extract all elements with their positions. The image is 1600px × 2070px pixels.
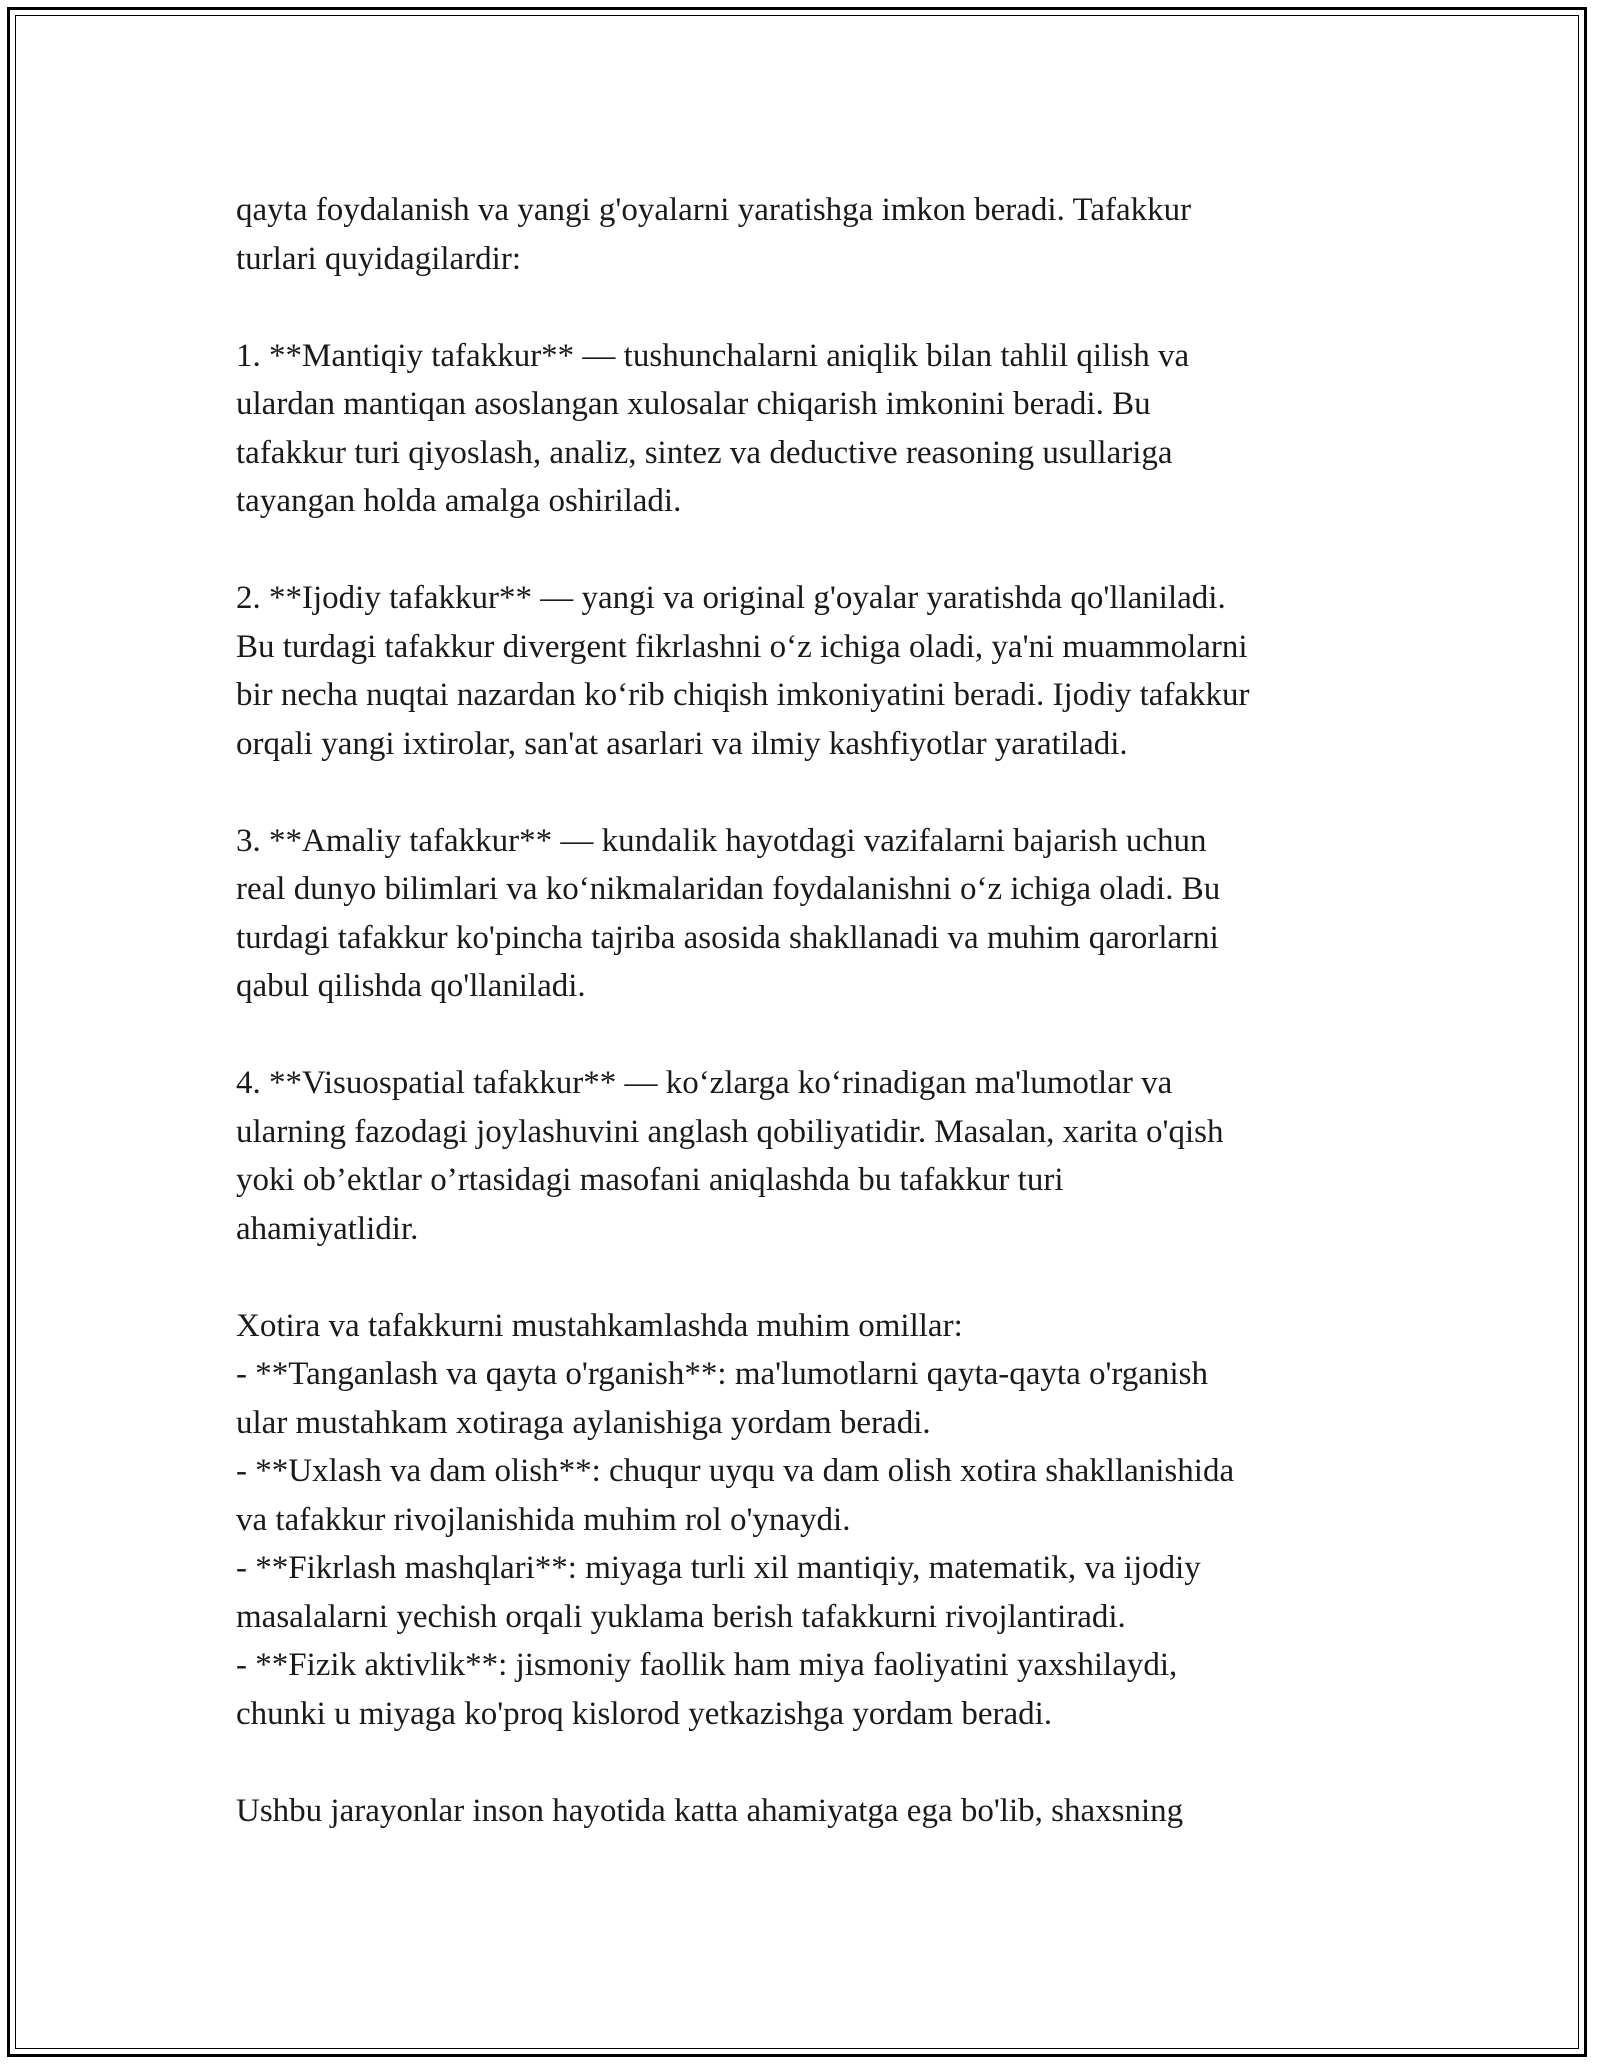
text-line: bir necha nuqtai nazardan ko‘rib chiqish imkoniyatini beradi. Ijodiy tafakkur — [236, 677, 1250, 713]
item-3-amaliy-tafakkur — [236, 817, 1386, 1011]
text-line: 4. **Visuospatial tafakkur** — ko‘zlarga ko‘rinadigan ma'lumotlar va — [236, 1065, 1173, 1101]
text-line: - **Tanganlash va qayta o'rganish**: ma'lumotlarni qayta-qayta o'rganish — [236, 1356, 1208, 1392]
document-body — [236, 186, 1386, 1835]
text-line: va tafakkur rivojlanishida muhim rol o'ynaydi. — [236, 1501, 851, 1538]
text-line: real dunyo bilimlari va ko‘nikmalaridan foydalanishni o‘z ichiga oladi. Bu — [236, 871, 1221, 907]
text-line: chunki u miyaga ko'proq kislorod yetkazishga yordam beradi. — [236, 1695, 1053, 1732]
text-line: 1. **Mantiqiy tafakkur** — tushunchalarni aniqlik bilan tahlil qilish va — [236, 337, 1190, 374]
text-line: ular mustahkam xotiraga aylanishiga yordam beradi. — [236, 1404, 931, 1441]
text-line: yoki ob’ektlar o’rtasidagi masofani aniqlashda bu tafakkur turi — [236, 1162, 1064, 1198]
text-line: 3. **Amaliy tafakkur** — kundalik hayotdagi vazifalarni bajarish uchun — [236, 822, 1207, 859]
item-1-mantiqiy-tafakkur — [236, 332, 1386, 526]
text-line: - **Fizik aktivlik**: jismoniy faollik ham miya faoliyatini yaxshilaydi, — [236, 1647, 1178, 1683]
text-line: ahamiyatlidir. — [236, 1210, 419, 1247]
item-4-visuospatial-tafakkur — [236, 1059, 1386, 1253]
text-line: turlari quyidagilardir: — [236, 240, 521, 277]
section-heading: Xotira va tafakkurni mustahkamlashda muhim omillar: — [236, 1307, 963, 1344]
closing-paragraph — [236, 1787, 1386, 1836]
text-line: orqali yangi ixtirolar, san'at asarlari va ilmiy kashfiyotlar yaratiladi. — [236, 725, 1128, 762]
text-line: Bu turdagi tafakkur divergent fikrlashni o‘z ichiga oladi, ya'ni muammolarni — [236, 628, 1248, 665]
text-line: - **Fikrlash mashqlari**: miyaga turli xil mantiqiy, matematik, va ijodiy — [236, 1550, 1201, 1586]
text-line: qayta foydalanish va yangi g'oyalarni yaratishga imkon beradi. Tafakkur — [236, 192, 1192, 228]
text-line: - **Uxlash va dam olish**: chuqur uyqu va dam olish xotira shakllanishida — [236, 1453, 1235, 1489]
text-line: ularning fazodagi joylashuvini anglash qobiliyatidir. Masalan, xarita o'qish — [236, 1113, 1224, 1150]
item-2-ijodiy-tafakkur — [236, 574, 1386, 768]
intro-paragraph — [236, 186, 1386, 283]
text-line: ulardan mantiqan asoslangan xulosalar chiqarish imkonini beradi. Bu — [236, 386, 1151, 422]
text-line: turdagi tafakkur ko'pincha tajriba asosida shakllanadi va muhim qarorlarni — [236, 919, 1219, 956]
text-line: masalalarni yechish orqali yuklama berish tafakkurni rivojlantiradi. — [236, 1598, 1126, 1635]
text-line: tayangan holda amalga oshiriladi. — [236, 483, 682, 519]
text-line: tafakkur turi qiyoslash, analiz, sintez va deductive reasoning usullariga — [236, 434, 1173, 471]
text-line: qabul qilishda qo'llaniladi. — [236, 968, 586, 1004]
text-line: Ushbu jarayonlar inson hayotida katta ahamiyatga ega bo'lib, shaxsning — [236, 1792, 1184, 1829]
text-line: 2. **Ijodiy tafakkur** — yangi va original g'oyalar yaratishda qo'llaniladi. — [236, 580, 1226, 616]
factors-section — [236, 1302, 1386, 1739]
